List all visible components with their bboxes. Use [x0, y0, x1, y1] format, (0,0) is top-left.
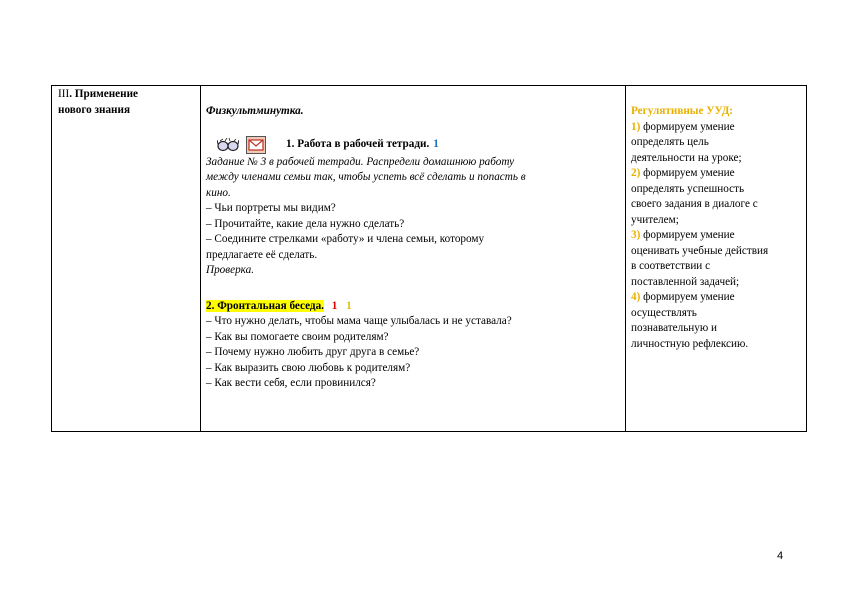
stage-number: III [58, 88, 70, 100]
glasses-icon [217, 138, 239, 152]
uud-item-line: личностную рефлексию. [631, 337, 749, 350]
questions2-list [206, 314, 621, 392]
content-heading: Физкультминутка. [206, 105, 304, 117]
uud-item-1 [631, 120, 802, 167]
uud-item-3 [631, 228, 802, 290]
uud-item-line: определять цель [631, 136, 709, 148]
uud-item-number: 1) [631, 120, 641, 133]
uud-item-line: познавательную и [631, 322, 718, 334]
uud-item-line: формируем умение [643, 291, 735, 303]
task1-title: 1. Работа в рабочей тетради. [286, 137, 430, 150]
question-item: – Прочитайте, какие дела нужно сделать? [206, 217, 405, 230]
stage-title-part1: . Применение [69, 88, 139, 100]
stage-cell [52, 86, 200, 431]
uud-item-line: осуществлять [631, 306, 697, 319]
task1-desc-line: кино. [206, 186, 231, 199]
question-item: – Почему нужно любить друг друга в семье? [206, 346, 420, 358]
uud-item-line: формируем умение [643, 167, 735, 179]
uud-item-2 [631, 166, 802, 228]
stage-title [58, 87, 138, 118]
uud-item-line: формируем умение [643, 120, 735, 133]
check-label: Проверка. [206, 264, 255, 276]
uud-item-number: 3) [631, 229, 641, 241]
uud-item-line: формируем умение [643, 229, 735, 241]
question-item: предлагаете её сделать. [206, 248, 318, 261]
page-number: 4 [777, 550, 784, 562]
uud-item-line: своего задания в диалоге с [631, 198, 758, 210]
content-cell [201, 86, 625, 431]
uud-item-line: учителем; [631, 213, 679, 226]
task1-row [206, 135, 621, 155]
question-item: – Как вести себя, если провинился? [206, 377, 376, 389]
questions1-list [206, 201, 621, 263]
question-item: – Соедините стрелками «работу» и члена семьи, которому [206, 233, 485, 245]
question-item: – Чьи портреты мы видим? [206, 202, 336, 214]
task2-row [206, 299, 621, 315]
uud-body [631, 104, 802, 352]
task2-mark-yellow: 1 [346, 299, 352, 312]
uud-item-line: деятельности на уроке; [631, 151, 742, 164]
task2-mark-red: 1 [331, 299, 338, 312]
task1-desc-line: между членами семьи так, чтобы успеть всё сделать и попасть в [206, 171, 526, 183]
uud-item-line: в соответствии с [631, 260, 711, 272]
task1-mark: 1 [433, 137, 439, 150]
question-item: – Как вы помогаете своим родителям? [206, 330, 389, 343]
uud-item-line: поставленной задачей; [631, 275, 740, 288]
question-item: – Что нужно делать, чтобы мама чаще улыбалась и не уставала? [206, 315, 512, 327]
uud-item-line: оценивать учебные действия [631, 244, 769, 257]
uud-item-line: определять успешность [631, 182, 745, 195]
task1-description [206, 155, 621, 202]
task2-title: 2. Фронтальная беседа. [206, 299, 324, 312]
envelope-icon [246, 136, 266, 154]
stage-title-part2: нового знания [58, 103, 130, 116]
uud-item-number: 4) [631, 291, 641, 303]
uud-title: Регулятивные УУД: [631, 105, 734, 117]
question-item: – Как выразить свою любовь к родителям? [206, 361, 411, 374]
lesson-table [51, 85, 807, 432]
uud-cell [626, 86, 808, 431]
content-body [206, 104, 621, 392]
task1-desc-line: Задание № 3 в рабочей тетради. Распредели домашнюю работу [206, 155, 515, 168]
uud-item-4 [631, 290, 802, 352]
uud-item-number: 2) [631, 167, 641, 179]
